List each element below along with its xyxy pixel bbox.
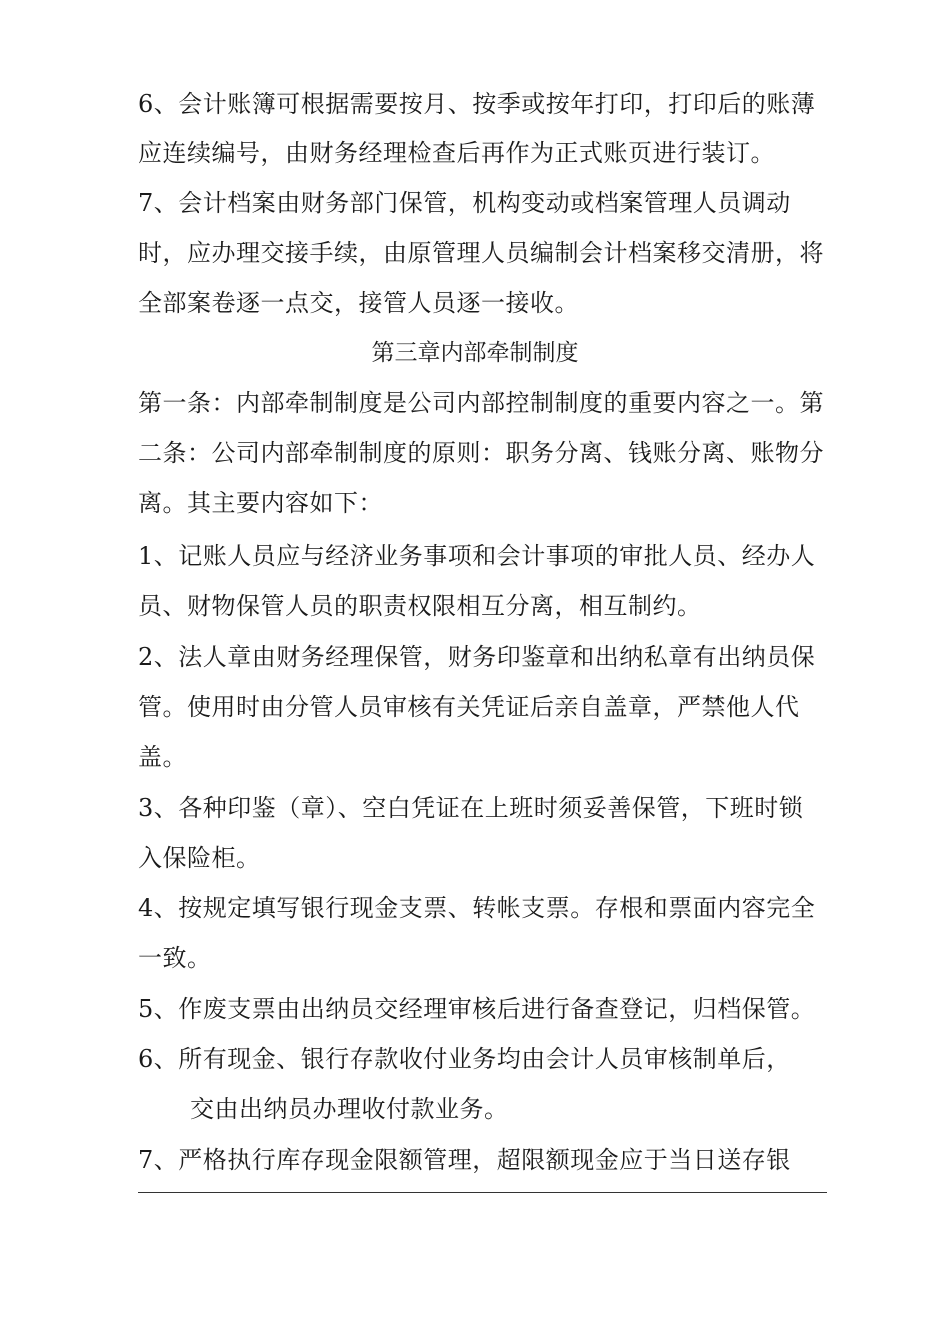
paragraph-7-line-3: 全部案卷逐一点交，接管人员逐一接收。 [138, 289, 579, 317]
paragraph-6-line-2: 应连续编号，由财务经理检查后再作为正式账页进行装订。 [138, 139, 775, 167]
item-5-line-1: 5、作废支票由出纳员交经理审核后进行备查登记，归档保管。 [138, 995, 816, 1023]
item-2-line-3: 盖。 [138, 743, 187, 771]
article-1-line-1: 第一条：内部牵制制度是公司内部控制制度的重要内容之一。第 [138, 389, 824, 417]
item-6-line-1: 6、所有现金、银行存款收付业务均由会计人员审核制单后， [138, 1045, 791, 1073]
item-4-line-1: 4、按规定填写银行现金支票、转帐支票。存根和票面内容完全 [138, 894, 816, 922]
paragraph-7-line-1: 7、会计档案由财务部门保管，机构变动或档案管理人员调动 [138, 189, 791, 217]
paragraph-6-line-1: 6、会计账簿可根据需要按月、按季或按年打印，打印后的账薄 [138, 90, 816, 118]
article-2-line-1: 二条：公司内部牵制制度的原则：职务分离、钱账分离、账物分 [138, 439, 824, 467]
item-3-line-1: 3、各种印鉴（章）、空白凭证在上班时须妥善保管，下班时锁 [138, 794, 804, 822]
article-2-line-2: 离。其主要内容如下： [138, 489, 383, 517]
footer-rule [138, 1192, 827, 1193]
item-7-line-1: 7、严格执行库存现金限额管理，超限额现金应于当日送存银 [138, 1146, 791, 1174]
item-3-line-2: 入保险柜。 [138, 844, 261, 872]
item-6-line-2: 交由出纳员办理收付款业务。 [190, 1095, 509, 1123]
item-1-line-2: 员、财物保管人员的职责权限相互分离，相互制约。 [138, 592, 702, 620]
item-2-line-1: 2、法人章由财务经理保管，财务印鉴章和出纳私章有出纳员保 [138, 643, 816, 671]
item-2-line-2: 管。使用时由分管人员审核有关凭证后亲自盖章，严禁他人代 [138, 693, 800, 721]
paragraph-7-line-2: 时，应办理交接手续，由原管理人员编制会计档案移交清册，将 [138, 239, 824, 267]
chapter-heading: 第三章内部牵制制度 [371, 340, 579, 366]
item-4-line-2: 一致。 [138, 944, 212, 972]
item-1-line-1: 1、记账人员应与经济业务事项和会计事项的审批人员、经办人 [138, 542, 816, 570]
